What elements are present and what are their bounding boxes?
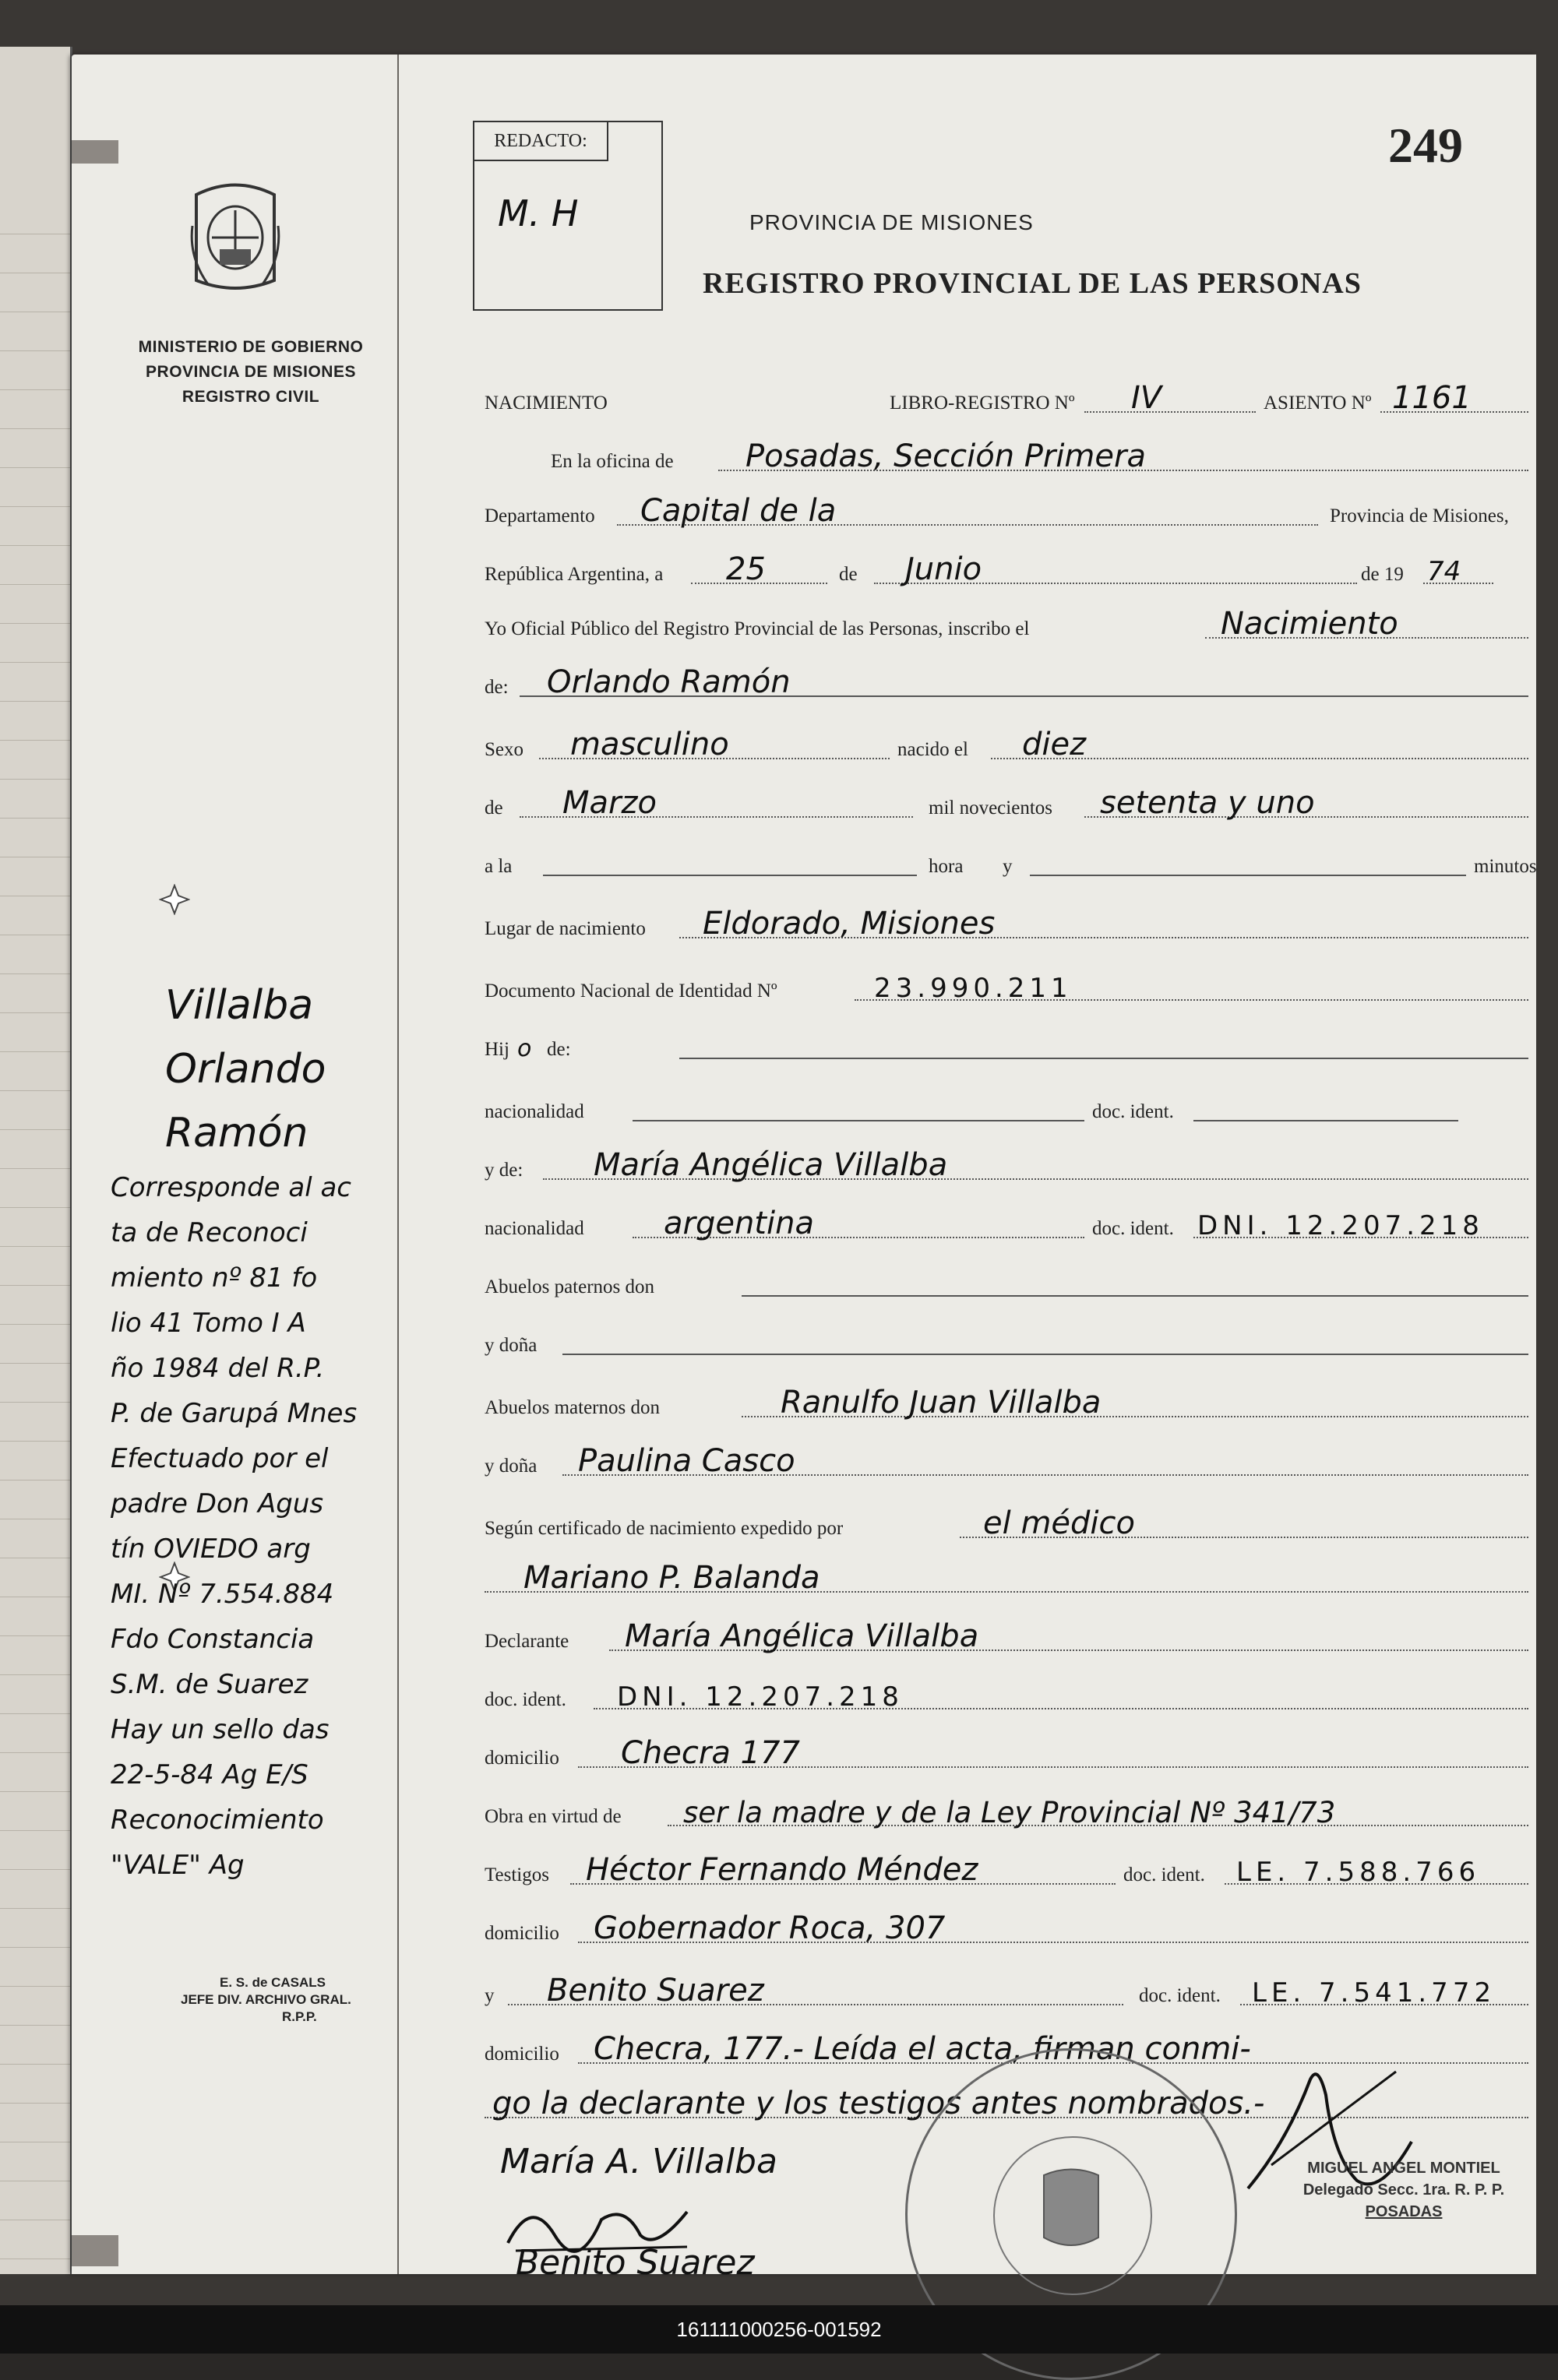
nombre-row: [485, 658, 1528, 705]
padre-line: [679, 1056, 1528, 1059]
registry-title: REGISTRO PROVINCIAL DE LAS PERSONAS: [703, 267, 1362, 300]
ruled-line: [0, 350, 70, 351]
margin-annotation: [111, 973, 446, 1888]
ruled-line: [0, 1441, 70, 1442]
abuelos-maternos-label: Abuelos maternos don: [485, 1397, 660, 1418]
official-title: Delegado Secc. 1ra. R. P. P.: [1302, 2181, 1505, 2199]
padre-doc-line: [1193, 1118, 1458, 1121]
ministry-line: PROVINCIA DE MISIONES: [146, 363, 356, 381]
province-title: PROVINCIA DE MISIONES: [749, 210, 1034, 234]
minutos-line: [1030, 873, 1466, 876]
madre-doc-value: DNI. 12.207.218: [1197, 1210, 1484, 1241]
domicilio-row: [485, 1729, 1528, 1776]
ruled-line: [0, 1168, 70, 1169]
testigo1-dom-value: Gobernador Roca, 307: [594, 1910, 946, 1946]
redacto-box: [473, 121, 663, 311]
dni-row: [485, 962, 1528, 1009]
ruled-line: [0, 1674, 70, 1675]
minutos-label: minutos: [1474, 856, 1537, 877]
nacido-value: diez: [1022, 727, 1087, 762]
anio-label: de 19: [1361, 564, 1404, 585]
redacto-initials: M. H: [498, 192, 579, 234]
sexo-row: [485, 720, 1528, 767]
domicilio-value: Checra 177: [621, 1735, 800, 1771]
ruled-line: [0, 662, 70, 663]
page-number: 249: [1388, 118, 1463, 173]
abuela-mat-value: Paulina Casco: [578, 1443, 795, 1479]
hijo-label: Hij: [485, 1039, 509, 1060]
register-leaf: [72, 55, 1537, 2283]
y-label: y: [1003, 856, 1013, 877]
madre-nac-row: [485, 1199, 1528, 1246]
hijo-de-label: de:: [547, 1039, 571, 1060]
abuelos-pat-row: [485, 1258, 1528, 1304]
hora-line: [543, 873, 917, 876]
stub-column: [72, 55, 399, 2274]
ruled-line: [0, 818, 70, 819]
ruled-line: [0, 1713, 70, 1714]
ruled-line: [0, 467, 70, 468]
testigos-label: Testigos: [485, 1864, 549, 1885]
ruled-line: [0, 2064, 70, 2065]
asiento-value: 1161: [1392, 380, 1472, 416]
seal-line: R.P.P.: [282, 2009, 317, 2024]
abuelos-mat-row: [485, 1378, 1528, 1425]
segun-value: el médico: [983, 1505, 1135, 1541]
abuela-pat-row: [485, 1316, 1528, 1363]
ruled-line: [0, 1752, 70, 1753]
margin-note-line: S.M. de Suarez: [111, 1669, 308, 1700]
declarante-doc-row: [485, 1671, 1528, 1717]
margin-note-line: tín OVIEDO arg: [111, 1533, 311, 1565]
record-header-row: [485, 374, 1528, 421]
oficial-label: Yo Oficial Público del Registro Provincial de las Personas, inscribo el: [485, 618, 1030, 639]
mother-signature: María A. Villalba: [500, 2142, 777, 2181]
domicilio-label: domicilio: [485, 2044, 559, 2065]
libro-line: [1084, 410, 1256, 413]
ministry-line: REGISTRO CIVIL: [182, 388, 320, 406]
ruled-line: [0, 1908, 70, 1909]
seal-line: JEFE DIV. ARCHIVO GRAL.: [181, 1992, 351, 2007]
ruled-line: [0, 1090, 70, 1091]
anio2-value: setenta y uno: [1100, 785, 1315, 821]
nacionalidad-label: nacionalidad: [485, 1218, 584, 1239]
official-stamp: [1256, 2157, 1552, 2223]
ministry-heading: [103, 335, 399, 410]
departamento-value: Capital de la: [640, 493, 837, 529]
testigo1-doc-value: LE. 7.588.766: [1236, 1857, 1481, 1888]
redacto-label: REDACTO:: [474, 122, 608, 161]
oficina-value: Posadas, Sección Primera: [746, 438, 1146, 474]
testigo1-dom-row: [485, 1904, 1528, 1951]
abuela-mat-row: [485, 1437, 1528, 1484]
birth-record-form: [399, 55, 1537, 2283]
ruled-line: [0, 1791, 70, 1792]
nacionalidad-label: nacionalidad: [485, 1101, 584, 1122]
margin-note-line: 22-5-84 Ag E/S: [111, 1759, 308, 1790]
sexo-label: Sexo: [485, 739, 523, 760]
ruled-line: [0, 545, 70, 546]
y-label: y: [485, 1985, 495, 2006]
declarante-doc-value: DNI. 12.207.218: [617, 1681, 904, 1713]
margin-note-line: P. de Garupá Mnes: [111, 1398, 358, 1429]
lugar-row: [485, 900, 1528, 946]
abuelo-mat-value: Ranulfo Juan Villalba: [781, 1385, 1102, 1421]
margin-note-line: Fdo Constancia: [111, 1624, 315, 1655]
left-page-edge: [0, 47, 72, 2274]
oficina-row: [485, 432, 1528, 479]
obra-label: Obra en virtud de: [485, 1806, 622, 1827]
testigo1-value: Héctor Fernando Méndez: [586, 1852, 978, 1888]
de-label: de: [839, 564, 858, 585]
libro-label: LIBRO-REGISTRO Nº: [890, 393, 1075, 414]
dia-value: 25: [726, 551, 766, 587]
margin-note-line: lio 41 Tomo I A: [111, 1308, 306, 1339]
obra-value: ser la madre y de la Ley Provincial Nº 341/73: [683, 1796, 1336, 1829]
coat-of-arms-icon: [189, 179, 282, 296]
madre-nac-value: argentina: [664, 1206, 814, 1241]
abuelo-pat-line: [742, 1294, 1528, 1297]
declarante-value: María Angélica Villalba: [625, 1618, 979, 1654]
de-colon-label: de:: [485, 677, 509, 698]
docident-label: doc. ident.: [1092, 1101, 1174, 1122]
ruled-line: [0, 973, 70, 974]
margin-note-line: MI. Nº 7.554.884: [111, 1579, 334, 1610]
ruled-line: [0, 623, 70, 624]
ruled-line: [0, 1869, 70, 1870]
ruled-line: [0, 389, 70, 390]
margin-note-line: ño 1984 del R.P.: [111, 1353, 325, 1384]
domicilio-label: domicilio: [485, 1748, 559, 1769]
ruled-line: [0, 1012, 70, 1013]
witness-signature: Benito Suarez: [516, 2243, 755, 2283]
obra-row: [485, 1787, 1528, 1834]
abuela-pat-line: [562, 1352, 1528, 1355]
asiento-label: ASIENTO Nº: [1264, 393, 1372, 414]
docident-label: doc. ident.: [1123, 1864, 1205, 1885]
hijo-row: [485, 1020, 1528, 1067]
ruled-line: [0, 2103, 70, 2104]
hijo-suffix: o: [517, 1035, 532, 1062]
de2-label: de: [485, 797, 503, 819]
anio-value: 74: [1427, 556, 1461, 587]
abuelos-paternos-label: Abuelos paternos don: [485, 1276, 655, 1297]
nacimiento-label: NACIMIENTO: [485, 393, 608, 414]
padre-nac-line: [633, 1118, 1084, 1121]
sexo-value: masculino: [570, 727, 729, 762]
document-code: 161111000256-001592: [0, 2305, 1558, 2354]
punch-hole-icon: [159, 884, 190, 915]
mil-label: mil novecientos: [929, 797, 1052, 819]
margin-note-line: "VALE" Ag: [111, 1850, 245, 1881]
margin-note-line: Efectuado por el: [111, 1443, 329, 1474]
ruled-line: [0, 1246, 70, 1247]
ydona-label: y doña: [485, 1335, 538, 1356]
ministry-line: MINISTERIO DE GOBIERNO: [138, 338, 364, 356]
ruled-line: [0, 428, 70, 429]
padre-nac-row: [485, 1083, 1528, 1129]
fecha-row: [485, 545, 1528, 592]
hora-label: hora: [929, 856, 964, 877]
departamento-label: Departamento: [485, 505, 595, 526]
official-name: MIGUEL ANGEL MONTIEL: [1307, 2160, 1500, 2177]
ruled-line: [0, 1324, 70, 1325]
departamento-row: [485, 487, 1528, 533]
testigo2-dom-value: Checra, 177.- Leída el acta, firman conmi-: [594, 2031, 1251, 2067]
ruled-line: [0, 1363, 70, 1364]
ruled-line: [0, 1051, 70, 1052]
hora-row: [485, 837, 1537, 884]
ydona-label: y doña: [485, 1456, 538, 1477]
margin-surname: Villalba: [165, 982, 314, 1029]
oficial-value: Nacimiento: [1221, 606, 1398, 642]
ala-label: a la: [485, 856, 513, 877]
declarante-label: Declarante: [485, 1631, 569, 1652]
ruled-line: [0, 506, 70, 507]
ruled-line: [0, 779, 70, 780]
testigo2-row: [485, 1966, 1528, 2013]
margin-note-line: Reconocimiento: [111, 1804, 324, 1836]
ruled-line: [0, 1986, 70, 1987]
docident-label: doc. ident.: [485, 1689, 566, 1710]
yde-label: y de:: [485, 1160, 523, 1181]
margin-note-line: Hay un sello das: [111, 1714, 330, 1745]
nacido-label: nacido el: [897, 739, 968, 760]
testigo2-value: Benito Suarez: [547, 1973, 764, 2009]
ruled-line: [0, 2025, 70, 2026]
libro-value: IV: [1131, 380, 1162, 416]
binding-band: [72, 2235, 118, 2266]
madre-row: [485, 1141, 1528, 1188]
dni-value: 23.990.211: [874, 973, 1073, 1004]
madre-value: María Angélica Villalba: [594, 1147, 948, 1183]
domicilio-label: domicilio: [485, 1923, 559, 1944]
republica-label: República Argentina, a: [485, 564, 664, 585]
medico-row: [485, 1554, 1528, 1600]
docident-label: doc. ident.: [1092, 1218, 1174, 1239]
seal-line: E. S. de CASALS: [220, 1975, 326, 1990]
margin-note-line: Corresponde al ac: [111, 1172, 351, 1203]
oficina-label: En la oficina de: [551, 451, 674, 472]
margin-middlename: Ramón: [165, 1110, 308, 1157]
stamp-crest-icon: [1036, 2167, 1106, 2253]
mes2-value: Marzo: [562, 785, 657, 821]
medico-value: Mariano P. Balanda: [523, 1560, 820, 1596]
lugar-label: Lugar de nacimiento: [485, 918, 646, 939]
oficial-row: [485, 600, 1528, 646]
ruled-line: [0, 1402, 70, 1403]
testigo1-row: [485, 1846, 1528, 1892]
ruled-line: [0, 740, 70, 741]
testigo2-doc-value: LE. 7.541.772: [1252, 1977, 1496, 2009]
mes-anio-row: [485, 779, 1528, 826]
ruled-line: [0, 1947, 70, 1948]
margin-note-line: ta de Reconoci: [111, 1217, 308, 1248]
ruled-line: [0, 1207, 70, 1208]
closing-text: go la declarante y los testigos antes nombrados.-: [492, 2086, 1265, 2121]
provincia-suffix: Provincia de Misiones,: [1330, 505, 1509, 526]
dni-label: Documento Nacional de Identidad Nº: [485, 981, 777, 1002]
mes-value: Junio: [905, 551, 982, 587]
declarante-row: [485, 1612, 1528, 1659]
docident-label: doc. ident.: [1139, 1985, 1221, 2006]
certificado-row: [485, 1499, 1528, 1546]
official-city: POSADAS: [1365, 2203, 1443, 2220]
ruled-line: [0, 1830, 70, 1831]
segun-label: Según certificado de nacimiento expedido por: [485, 1518, 844, 1539]
binding-band: [72, 140, 118, 164]
margin-note-line: padre Don Agus: [111, 1488, 324, 1519]
lugar-value: Eldorado, Misiones: [703, 906, 996, 942]
margin-firstname: Orlando: [165, 1046, 326, 1093]
ruled-line: [0, 584, 70, 585]
ruled-line: [0, 1635, 70, 1636]
margin-note-line: miento nº 81 fo: [111, 1262, 318, 1294]
ruled-line: [0, 701, 70, 702]
ruled-line: [0, 1129, 70, 1130]
nombre-value: Orlando Ramón: [547, 664, 791, 700]
ruled-line: [0, 1285, 70, 1286]
